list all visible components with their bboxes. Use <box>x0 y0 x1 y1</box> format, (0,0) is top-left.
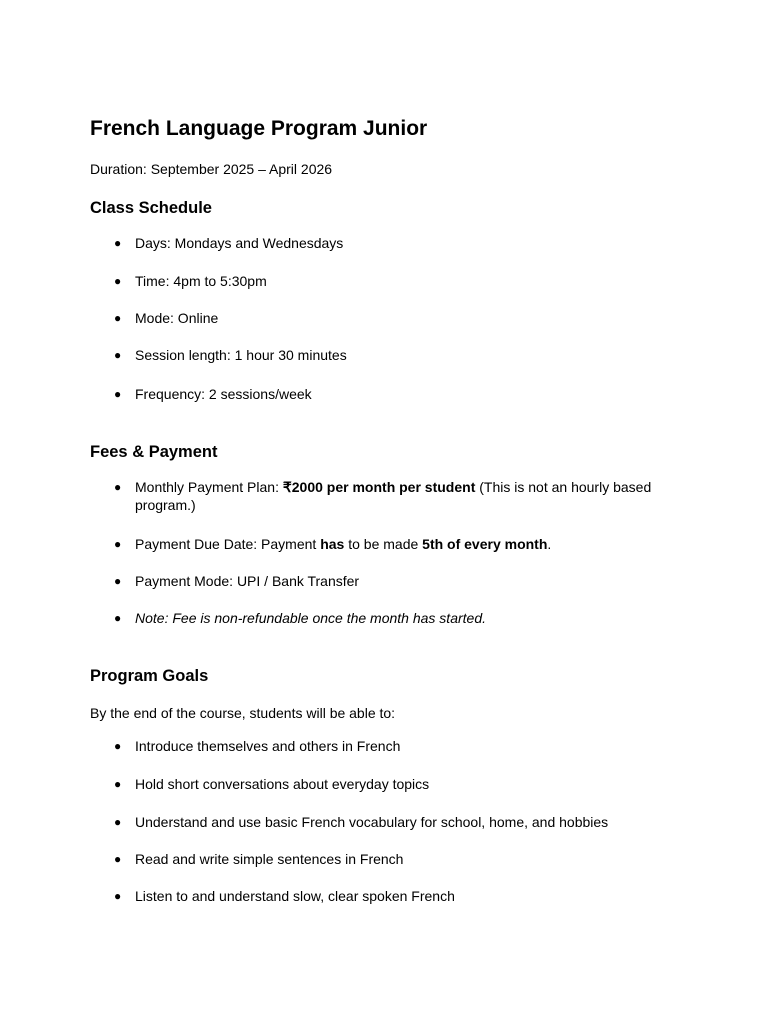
bullet-icon: ● <box>114 611 122 625</box>
fee-amount: ₹2000 per month per student <box>282 479 476 495</box>
bullet-icon: ● <box>114 889 122 903</box>
list-item-text: Introduce themselves and others in French <box>135 738 401 754</box>
bullet-icon: ● <box>114 387 122 401</box>
refund-note: Note: Fee is non-refundable once the month has started. <box>135 610 486 626</box>
bullet-icon: ● <box>114 739 122 753</box>
bullet-icon: ● <box>114 480 122 494</box>
list-item-text: Mode: Online <box>135 310 219 326</box>
bullet-icon: ● <box>114 574 122 588</box>
list-item-text: Frequency: 2 sessions/week <box>135 386 312 402</box>
document-title: French Language Program Junior <box>90 117 428 140</box>
bullet-icon: ● <box>114 311 122 325</box>
goals-intro: By the end of the course, students will be able to: <box>90 705 396 721</box>
bullet-icon: ● <box>114 348 122 362</box>
bullet-icon: ● <box>114 236 122 250</box>
list-item-text: Understand and use basic French vocabulary for school, home, and hobbies <box>135 814 609 830</box>
bullet-icon: ● <box>114 274 122 288</box>
bullet-icon: ● <box>114 815 122 829</box>
due-date: 5th of every month <box>422 536 548 552</box>
bullet-icon: ● <box>114 777 122 791</box>
list-item-text: Payment Mode: UPI / Bank Transfer <box>135 573 360 589</box>
goals-heading: Program Goals <box>90 667 209 685</box>
duration-text: Duration: September 2025 – April 2026 <box>90 161 333 177</box>
list-item-text: Time: 4pm to 5:30pm <box>135 273 267 289</box>
bullet-icon: ● <box>114 852 122 866</box>
bullet-icon: ● <box>114 537 122 551</box>
list-item-text: Hold short conversations about everyday topics <box>135 776 430 792</box>
fees-heading: Fees & Payment <box>90 443 218 461</box>
class-schedule-heading: Class Schedule <box>90 199 212 217</box>
list-item-text: Listen to and understand slow, clear spoken French <box>135 888 455 904</box>
list-item-text: Payment Due Date: Payment has to be made 5th of every month. <box>135 536 552 552</box>
list-item-text: Session length: 1 hour 30 minutes <box>135 347 347 363</box>
list-item-text: Read and write simple sentences in French <box>135 851 404 867</box>
list-item-text: Monthly Payment Plan: ₹2000 per month per student (This is not an hourly based program.) <box>135 479 652 513</box>
list-item-text: Days: Mondays and Wednesdays <box>135 235 344 251</box>
